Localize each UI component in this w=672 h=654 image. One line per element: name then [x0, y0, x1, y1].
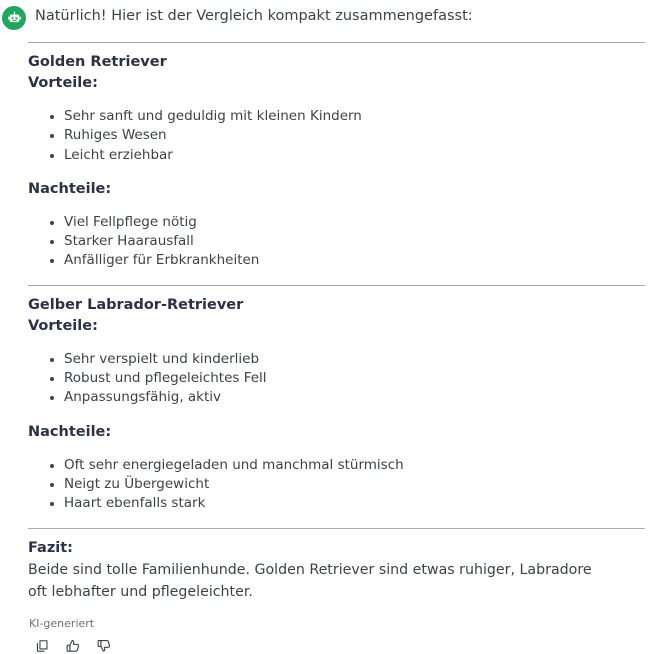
thumbs-down-icon[interactable] — [96, 638, 112, 654]
cons-label: Nachteile: — [28, 423, 112, 440]
section-title: Golden Retriever — [28, 54, 167, 70]
list-item: Sehr sanft und geduldig mit kleinen Kindern — [28, 107, 646, 126]
intro-text: Natürlich! Hier ist der Vergleich kompakt zusammengefasst: — [35, 8, 473, 24]
list-item: Anpassungsfähig, aktiv — [28, 388, 646, 407]
list-item: Starker Haarausfall — [28, 232, 646, 251]
thumbs-up-icon[interactable] — [65, 638, 81, 654]
message-body — [0, 30, 672, 604]
list-item: Leicht erziehbar — [28, 146, 646, 165]
intro-row — [0, 0, 672, 30]
ai-generated-note: KI-generiert — [29, 616, 95, 630]
bot-avatar-icon — [2, 6, 26, 30]
pros-label: Vorteile: — [28, 317, 98, 334]
section-conclusion — [28, 538, 646, 604]
section-gelber-labrador-retriever — [28, 295, 646, 514]
message-actions — [34, 638, 672, 654]
conclusion-text: Beide sind tolle Familienhunde. Golden Retriever sind etwas ruhiger, Labradore oft lebhafter und pflegeleichter. — [28, 561, 592, 601]
list-item: Neigt zu Übergewicht — [28, 475, 646, 494]
list-item: Anfälliger für Erbkrankheiten — [28, 251, 646, 270]
section-golden-retriever — [28, 52, 646, 271]
pros-label: Vorteile: — [28, 75, 98, 91]
pros-list — [28, 107, 646, 165]
list-item: Sehr verspielt und kinderlieb — [28, 350, 646, 369]
section-title: Gelber Labrador-Retriever — [28, 296, 244, 313]
list-item: Oft sehr energiegeladen und manchmal stürmisch — [28, 456, 646, 475]
copy-icon[interactable] — [34, 638, 50, 654]
cons-list — [28, 213, 646, 271]
conclusion-label: Fazit: — [28, 539, 73, 556]
list-item: Robust und pflegeleichtes Fell — [28, 369, 646, 388]
list-item: Ruhiges Wesen — [28, 126, 646, 145]
list-item: Viel Fellpflege nötig — [28, 213, 646, 232]
cons-list — [28, 456, 646, 514]
pros-list — [28, 350, 646, 408]
cons-label: Nachteile: — [28, 180, 112, 197]
message-footer — [0, 604, 672, 654]
list-item: Haart ebenfalls stark — [28, 494, 646, 513]
